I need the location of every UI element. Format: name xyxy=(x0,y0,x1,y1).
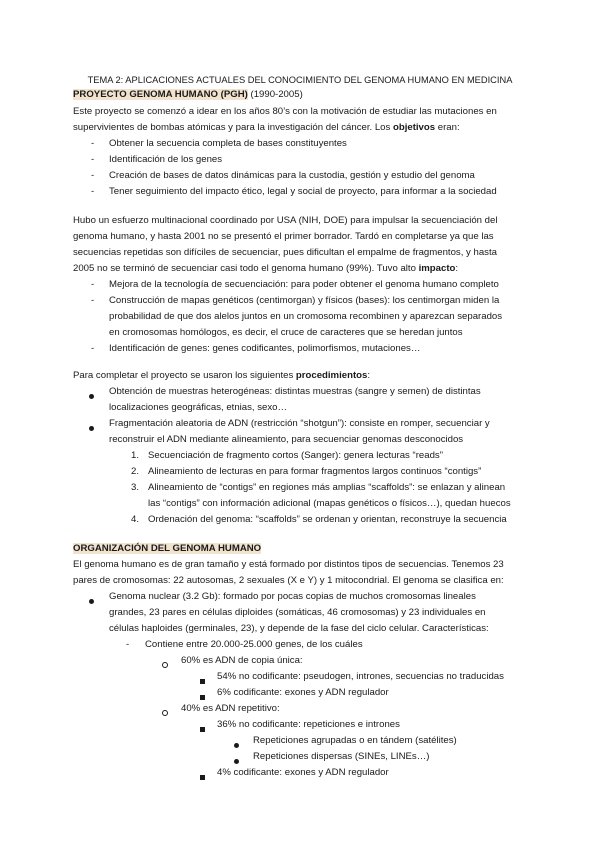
bullet-dot-icon xyxy=(234,743,239,748)
bold-term: procedimientos xyxy=(295,370,368,381)
list-item: - Mejora de la tecnología de secuenciación: para poder obtener el genoma humano completo xyxy=(91,279,499,290)
history-paragraph: Hubo un esfuerzo multinacional coordinado por USA (NIH, DOE) para impulsar la secuenciación del genoma humano, y hasta 2001 no se presentó el primer borrador. Tardó en completarse ya que las secuencias repetidas son difíciles de secuenciar, pues dificultan el empalme de fragmentos, y hasta 2005 no se terminó de secuenciar casi todo el genoma humano (99%). Tuvo alto impacto: xyxy=(73,215,498,274)
list-item: - Identificación de los genes xyxy=(91,154,223,165)
section-heading-dates: (1990-2005) xyxy=(247,89,303,100)
bullet-square-icon xyxy=(200,695,205,700)
list-item: Fragmentación aleatoria de ADN (restricción “shotgun”): consiste en romper, secuenciar y xyxy=(73,416,523,432)
organization-paragraph xyxy=(73,557,523,589)
section-heading-organizacion xyxy=(73,541,523,557)
numbered-item: 4. Ordenación del genoma: “scaffolds” se ordenan y orientan, reconstruye la secuencia xyxy=(131,514,507,525)
numbered-item: 2. Alineamiento de lecturas en para formar fragmentos largos continuos “contigs” xyxy=(131,466,482,477)
list-item: 4% codificante: exones y ADN regulador xyxy=(73,765,523,781)
text-line: Este proyecto se comenzó a idear en los años 80’s con la motivación de estudiar las mutaciones en xyxy=(73,106,497,117)
list-item: - Creación de bases de datos dinámicas para la custodia, gestión y estudio del genoma xyxy=(91,170,475,181)
list-item-continuation: en cromosomas homólogos, es decir, el cruce de caracteres que se heredan juntos xyxy=(109,327,463,338)
list-item-continuation: probabilidad de que dos alelos juntos en un cromosoma recombinen y aparezcan separados xyxy=(109,311,503,322)
bullet-square-icon xyxy=(200,679,205,684)
text-line: Para completar el proyecto se usaron los siguientes xyxy=(73,370,296,381)
list-item: Repeticiones dispersas (SINEs, LINEs…) xyxy=(73,749,523,765)
list-item: Genoma nuclear (3.2 Gb): formado por pocas copias de muchos cromosomas lineales xyxy=(73,589,523,605)
numbered-item: 1. Secuenciación de fragmento cortos (Sanger): genera lecturas “reads” xyxy=(131,450,443,461)
genome-classification-list xyxy=(73,589,523,781)
bullet-square-icon xyxy=(200,775,205,780)
list-item: 6% codificante: exones y ADN regulador xyxy=(73,685,523,701)
page-title: TEMA 2: APLICACIONES ACTUALES DEL CONOCIMIENTO DEL GENOMA HUMANO EN MEDICINA xyxy=(87,75,513,85)
bold-term: impacto xyxy=(418,263,456,274)
section-heading-pgh xyxy=(73,87,523,103)
impact-list xyxy=(73,277,523,357)
list-item: - Identificación de genes: genes codificantes, polimorfismos, mutaciones… xyxy=(91,343,421,354)
text-line: 2005 no se terminó de secuenciar casi todo el genoma humano (99%). Tuvo alto xyxy=(73,263,419,274)
numbered-item: 3. Alineamiento de “contigs” en regiones más amplias “scaffolds”: se enlazan y alinean xyxy=(131,482,506,493)
list-item: Obtención de muestras heterogéneas: distintas muestras (sangre y semen) de distintas xyxy=(73,384,523,400)
text-line: Hubo un esfuerzo multinacional coordinado por USA (NIH, DOE) para impulsar la secuenciación del xyxy=(73,215,498,226)
text-line: eran: xyxy=(435,122,460,133)
list-item: 40% es ADN repetitivo: xyxy=(73,701,523,717)
list-item: - Construcción de mapas genéticos (centimorgan) y físicos (bases): los centimorgan miden la xyxy=(91,295,500,306)
text-line: genoma humano, y hasta 2001 no se presentó el primer borrador. Tardó en completarse ya que las xyxy=(73,231,494,242)
section-heading-text: ORGANIZACIÓN DEL GENOMA HUMANO xyxy=(73,543,262,554)
list-item-continuation: localizaciones geográficas, etnias, sexo… xyxy=(109,402,288,413)
list-item: 36% no codificante: repeticiones e intrones xyxy=(73,717,523,733)
intro-paragraph xyxy=(73,104,523,136)
bullet-dot-icon xyxy=(234,759,239,764)
bullet-square-icon xyxy=(200,727,205,732)
text-line: secuencias repetidas son difíciles de secuenciar, pues dificultan el empalme de fragmentos, y hasta xyxy=(73,247,497,258)
list-item: - Contiene entre 20.000-25.000 genes, de los cuáles xyxy=(126,639,363,650)
bold-term: objetivos xyxy=(392,122,436,133)
list-item-continuation: células haploides (germinales, 23), y depende de la fase del ciclo celular. Características: xyxy=(109,623,489,634)
text-line: El genoma humano es de gran tamaño y está formado por distintos tipos de secuencias. Tenemos 23 xyxy=(73,559,504,570)
bullet-dot-icon xyxy=(89,599,94,604)
text-line: supervivientes de bombas atómicas y para la investigación del cáncer. Los xyxy=(73,122,393,133)
bullet-dot-icon xyxy=(89,426,94,431)
list-item: 60% es ADN de copia única: xyxy=(73,653,523,669)
objectives-list xyxy=(73,136,523,200)
bullet-circle-icon xyxy=(162,710,168,716)
list-item: 54% no codificante: pseudogen, intrones, secuencias no traducidas xyxy=(73,669,523,685)
list-item-continuation: grandes, 23 pares en células diploides (somáticas, 46 cromosomas) y 23 individuales en xyxy=(109,607,486,618)
bullet-circle-icon xyxy=(162,662,168,668)
list-item: - Obtener la secuencia completa de bases constituyentes xyxy=(91,138,347,149)
section-heading-text: PROYECTO GENOMA HUMANO (PGH) xyxy=(73,89,248,100)
list-item: Repeticiones agrupadas o en tándem (satélites) xyxy=(73,733,523,749)
procedures-list xyxy=(73,384,523,528)
list-item: - Tener seguimiento del impacto ético, legal y social de proyecto, para informar a la sociedad xyxy=(91,186,497,197)
procedures-intro: Para completar el proyecto se usaron los siguientes procedimientos: xyxy=(73,370,371,381)
list-item-continuation: reconstruir el ADN mediante alineamiento, para secuenciar genomas desconocidos xyxy=(109,434,464,445)
text-line: pares de cromosomas: 22 autosomas, 2 sexuales (X e Y) y 1 mitocondrial. El genoma se clasifica en: xyxy=(73,575,504,586)
bullet-dot-icon xyxy=(89,394,94,399)
numbered-item-continuation: las “contigs” con información adicional (mapas genéticos o físicos…), quedan huecos xyxy=(148,498,511,509)
